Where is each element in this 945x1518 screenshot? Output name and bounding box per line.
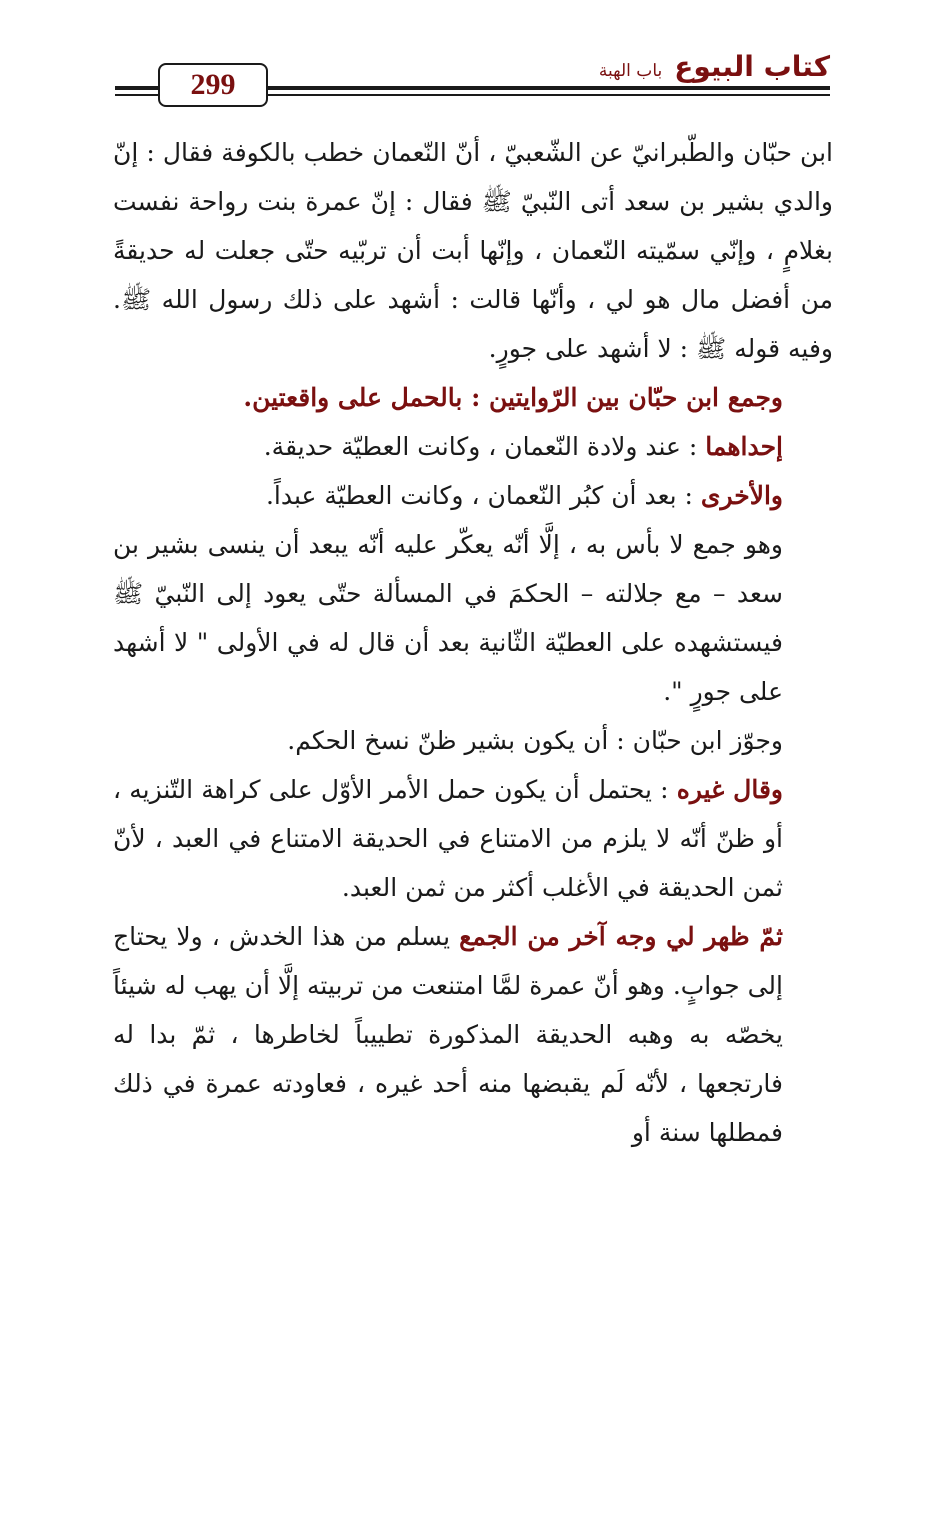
paragraph-4-label: والأخرى [700, 481, 783, 510]
paragraph-5: وهو جمع لا بأس به ، إلَّا أنّه يعكّر عليه أنّه يبعد أن ينسى بشير بن سعد – مع جلالته – الحكمَ في المسألة حتّى يعود إلى النّبيّ ﷺ فيستشهده على العطيّة الثّانية بعد أن قال له في الأولى " لا أشهد على جورٍ ". [113, 530, 783, 706]
paragraph-3-label: إحداهما [705, 432, 783, 461]
page-number: 299 [190, 68, 236, 101]
paragraph-8-label: ثمّ ظهر لي وجه آخر من الجمع [459, 922, 783, 951]
page-number-box [158, 63, 268, 107]
paragraph-3 [113, 422, 833, 471]
page-body [113, 128, 833, 1157]
paragraph-4 [113, 471, 833, 520]
paragraph-6: وجوّز ابن حبّان : أن يكون بشير ظنّ نسخ الحكم. [287, 726, 783, 755]
paragraph-7-label: وقال غيره [676, 775, 783, 804]
page-header [115, 50, 830, 110]
paragraph-2-heading: وجمع ابن حبّان بين الرّوايتين : بالحمل على واقعتين. [243, 383, 783, 412]
paragraph-4-text: : بعد أن كبُر النّعمان ، وكانت العطيّة عبداً. [265, 481, 701, 510]
paragraph-7-text: : يحتمل أن يكون حمل الأمر الأوّل على كراهة التّنزيه ، أو ظنّ أنّه لا يلزم من الامتناع في الحديقة الامتناع في العبد ، لأنّ ثمن الحديقة في الأغلب أكثر من ثمن العبد. [113, 775, 783, 902]
header-titles [599, 50, 830, 84]
paragraph-1: ابن حبّان والطّبرانيّ عن الشّعبيّ ، أنّ النّعمان خطب بالكوفة فقال : إنّ والدي بشير بن سعد أتى النّبيّ ﷺ فقال : إنّ عمرة بنت رواحة نفست بغلامٍ ، وإنّي سمّيته النّعمان ، وإنّها أبت أن تربّيه حتّى جعلت له حديقةً من أفضل مال هو لي ، وأنّها قالت : أشهد على ذلك رسول الله ﷺ. وفيه قوله ﷺ : لا أشهد على جورٍ. [113, 138, 833, 363]
book-title: كتاب البيوع [674, 50, 830, 83]
paragraph-8-text: يسلم من هذا الخدش ، ولا يحتاج إلى جوابٍ. وهو أنّ عمرة لمَّا امتنعت من تربيته إلَّا أن يهب له شيئاً يخصّه به وهبه الحديقة المذكورة تطييباً لخاطرها ، ثمّ بدا له فارتجعها ، لأنّه لَم يقبضها منه أحد غيره ، فعاودته عمرة في ذلك فمطلها سنة أو [113, 922, 783, 1147]
paragraph-3-text: : عند ولادة النّعمان ، وكانت العطيّة حديقة. [263, 432, 706, 461]
chapter-title: باب الهبة [598, 61, 663, 81]
paragraph-8 [113, 912, 833, 1157]
paragraph-7 [113, 765, 833, 912]
